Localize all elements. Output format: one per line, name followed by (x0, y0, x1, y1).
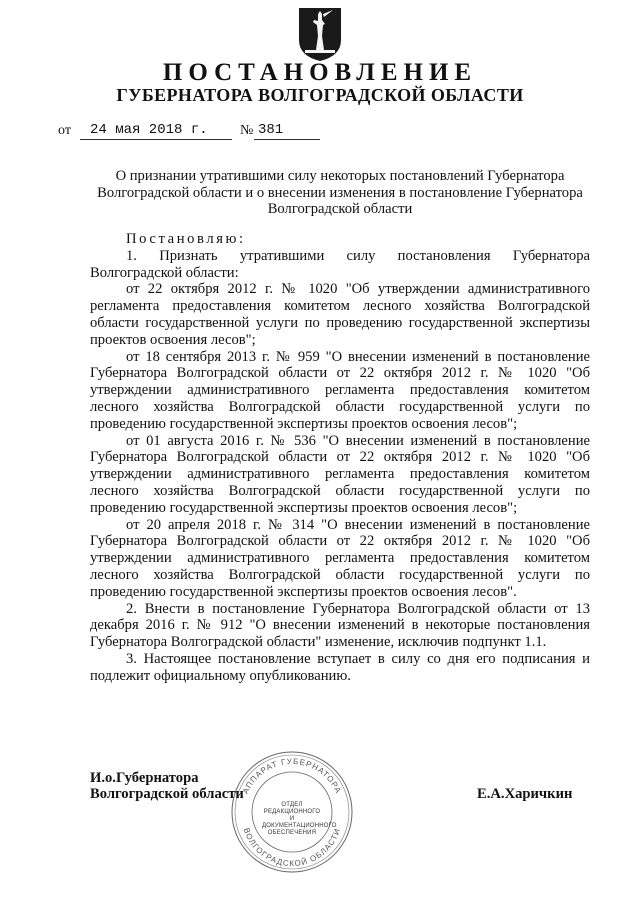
paragraph-1-item: от 18 сентября 2013 г. № 959 "О внесении изменений в постановление Губернатора Волгоградской области от 22 октября 2012 г. № 1020 "Об утверждении административного регламента предоставления комитетом лесного хозяйства Волгоградской области государственной услуги по проведению государственной экспертизы проектов освоения лесов"; (90, 348, 590, 432)
paragraph-3: 3. Настоящее постановление вступает в силу со дня его подписания и подлежит официальному опубликованию. (90, 650, 590, 684)
paragraph-1-item: от 20 апреля 2018 г. № 314 "О внесении изменений в постановление Губернатора Волгоградской области от 22 октября 2012 г. № 1020 "Об утверждении административного регламента предоставления комитетом лесного хозяйства Волгоградской области государственной услуги по проведению государственной экспертизы проектов освоения лесов". (90, 516, 590, 600)
document-number: 381 (258, 122, 284, 138)
date-prefix-label: от (58, 123, 71, 138)
stamp-top-text: АППАРАТ ГУБЕРНАТОРА (240, 756, 344, 796)
signatory-name: Е.А.Харичкин (477, 786, 573, 802)
number-underline (254, 139, 320, 140)
paragraph-2: 2. Внести в постановление Губернатора Волгоградской области от 13 декабря 2016 г. № 912 "О внесении изменений в некоторые постановления Губернатора Волгоградской области" изменение, исключив подпункт 1.1. (90, 600, 590, 651)
preamble: Постановляю: (126, 231, 246, 247)
number-label: № (240, 123, 254, 138)
document-subject: О признании утратившими силу некоторых постановлений Губернатора Волгоградской области и о внесении изменения в постановление Губернатора Волгоградской области (97, 168, 583, 218)
stamp-inner-text: ОТДЕЛ РЕДАКЦИОННОГО И ДОКУМЕНТАЦИОННОГО ОБЕСПЕЧЕНИЯ (262, 802, 337, 836)
document-type-title: ПОСТАНОВЛЕНИЕ (162, 59, 478, 86)
paragraph-1-item: от 22 октября 2012 г. № 1020 "Об утверждении административного регламента предоставления комитетом лесного хозяйства Волгоградской области государственной услуги по проведению государственной экспертизы проектов освоения лесов"; (90, 281, 590, 348)
issuer-title: ГУБЕРНАТОРА ВОЛГОГРАДСКОЙ ОБЛАСТИ (116, 85, 524, 105)
paragraph-1-item: от 01 августа 2016 г. № 536 "О внесении изменений в постановление Губернатора Волгоградской области от 22 октября 2012 г. № 1020 "Об утверждении административного регламента предоставления комитетом лесного хозяйства Волгоградской области государственной услуги по проведению государственной экспертизы проектов освоения лесов"; (90, 432, 590, 516)
svg-text:АППАРАТ ГУБЕРНАТОРА (241, 757, 343, 795)
signatory-position: И.о.Губернатора Волгоградской области (90, 770, 244, 802)
paragraph-1: 1. Признать утратившими силу постановления Губернатора Волгоградской области: (90, 247, 590, 281)
stamp-bottom-text: ВОЛГОГРАДСКОЙ ОБЛАСТИ (241, 826, 343, 869)
date-underline (80, 139, 232, 140)
document-body (90, 231, 590, 685)
document-date: 24 мая 2018 г. (90, 122, 208, 138)
coat-of-arms-icon (297, 6, 343, 62)
